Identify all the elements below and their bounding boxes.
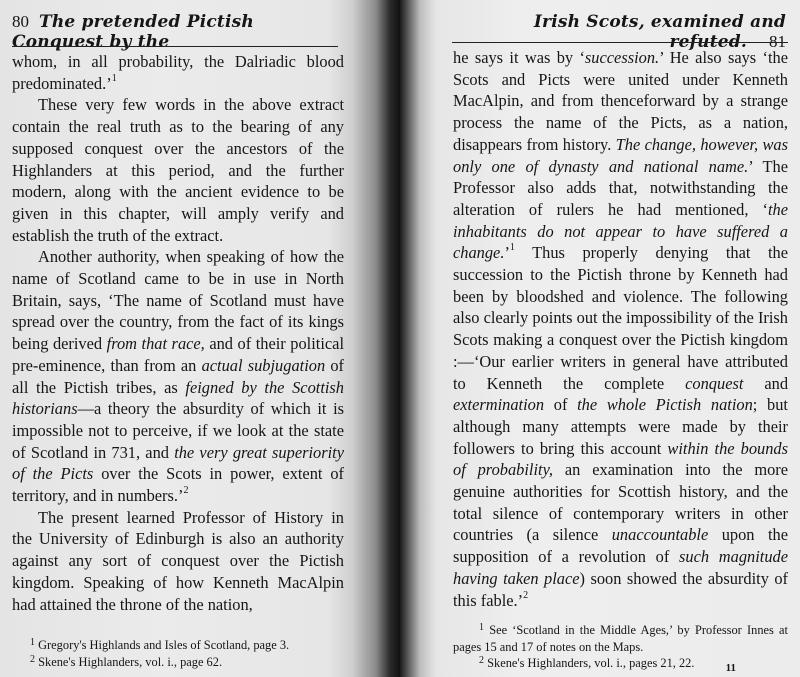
footnote-mark: 1	[479, 622, 484, 633]
italic-run: the inhabitants do not appear to have suffered a change.	[453, 199, 788, 263]
footnote	[30, 637, 340, 654]
running-title: Irish Scots, examined and refuted.	[533, 12, 786, 52]
footnote-ref[interactable]: 1	[111, 72, 117, 84]
text-run: of	[544, 395, 578, 415]
footnote-text: Skene's Highlanders, vol. i., page 62.	[38, 654, 223, 669]
text-run: The present learned Professor of History in the University of Edinburgh is also an authority against any sort of conquest over the Pictish kingdom. Speaking of how Kenneth MacAlpin had attained the throne of the nation,	[12, 507, 344, 614]
right-page-body	[453, 47, 788, 611]
header-rule	[452, 42, 788, 43]
left-page-body	[12, 51, 344, 615]
text-run: ) soon showed the absurdity of this fable.’	[453, 568, 789, 610]
paragraph	[12, 246, 344, 506]
italic-run: the very great superiority of the Picts	[12, 442, 344, 484]
footnote	[30, 654, 340, 671]
text-run: These very few words in the above extract contain the real truth as to the bearing of any supposed conquest over the ancestors of the Highlanders at this period, and the further modern, along with the ancient evidence to be given in this chapter, will amply verify and establish the truth of the extract.	[12, 95, 344, 245]
text-run: an examination into the more genuine authorities for Scottish history, and the total silence of contemporary writers in other countries (a silence	[453, 460, 788, 545]
paragraph	[12, 51, 344, 94]
italic-run: the whole Pictish nation	[577, 395, 753, 415]
footnote-ref[interactable]: 2	[183, 485, 189, 497]
italic-run: such magnitude having taken place	[453, 547, 788, 588]
italic-run: succession.	[584, 48, 660, 67]
italic-run: actual subjugation	[201, 355, 326, 375]
footnote-ref[interactable]: 1	[509, 242, 515, 254]
italic-run: from that race,	[106, 334, 205, 354]
footnote-text: Skene's Highlanders, vol. i., pages 21, 22.	[487, 656, 695, 670]
text-run: ’ He also says ‘the Scots and Picts were united under Kenneth MacAlpin, and from thenceforward by a strange process the name of the Picts, as a nation, disappears from history.	[453, 48, 789, 154]
paragraph	[12, 507, 344, 616]
footnote-text: Gregory's Highlands and Isles of Scotland, page 3.	[38, 638, 290, 652]
signature-mark: 11	[725, 662, 736, 674]
left-page-footnotes	[30, 637, 340, 670]
text-run: and	[743, 373, 789, 393]
italic-run: extermination	[453, 395, 545, 415]
text-run: Thus properly denying that the succession to the Pictish throne by Kenneth had been by bloodshed and violence. The following also clearly points out the impossibility of the Irish Scots making a conquest over the Pictish kingdom :—‘Our earlier writers in general have attributed to Kenneth the complete	[453, 243, 788, 393]
right-page-footnotes	[453, 622, 788, 672]
right-page-header	[450, 12, 786, 52]
header-rule	[12, 46, 338, 47]
text-run: ; but although many attempts were made by their followers to bring this account	[453, 395, 788, 458]
text-run: of all the Pictish tribes, as	[12, 355, 344, 397]
italic-run: unaccountable	[611, 525, 709, 545]
footnote-text: See ‘Scotland in the Middle Ages,’ by Professor Innes at pages 15 and 17 of notes on the Maps.	[453, 623, 788, 654]
footnote-mark: 1	[30, 637, 35, 648]
italic-run: feigned by the Scottish historians	[12, 377, 344, 419]
italic-run: The change, however, was only one of dynasty and national name.	[453, 134, 788, 176]
left-page-header	[12, 12, 342, 52]
text-run: over the Scots in power, extent of territory, and in numbers.’	[12, 464, 344, 506]
italic-run: within the bounds of probability,	[453, 438, 788, 480]
text-run: he says it was by ‘	[453, 48, 585, 67]
footnote	[453, 655, 788, 672]
footnote	[453, 622, 788, 655]
text-run: —a theory the absurdity of which it is impossible not to perceive, if we look at the state of Scotland in 731, and	[12, 399, 344, 462]
page-number: 81	[769, 32, 786, 51]
paragraph	[12, 94, 344, 246]
footnote-ref[interactable]: 2	[523, 589, 529, 601]
text-run: ’ The Professor also adds that, notwithstanding the alteration of rulers he had mentioned, ‘	[453, 156, 788, 219]
text-run: ’	[504, 243, 510, 263]
paragraph	[453, 47, 788, 611]
right-page	[400, 0, 800, 677]
running-title: The pretended Pictish Conquest by the	[12, 12, 254, 52]
text-run: and of their political pre-eminence, than from an	[12, 334, 344, 375]
footnote-mark: 2	[479, 655, 484, 666]
text-run: upon the supposition of a revolution of	[453, 525, 788, 567]
page-number: 80	[12, 12, 29, 31]
text-run: Another authority, when speaking of how the name of Scotland came to be in use in North Britain, says, ‘The name of Scotland must have spread over the country, from the fact of its kings being derived	[12, 247, 344, 354]
italic-run: conquest	[685, 373, 744, 393]
footnote-mark: 2	[30, 653, 35, 665]
text-run: whom, in all probability, the Dalriadic blood predominated.’	[12, 52, 344, 93]
